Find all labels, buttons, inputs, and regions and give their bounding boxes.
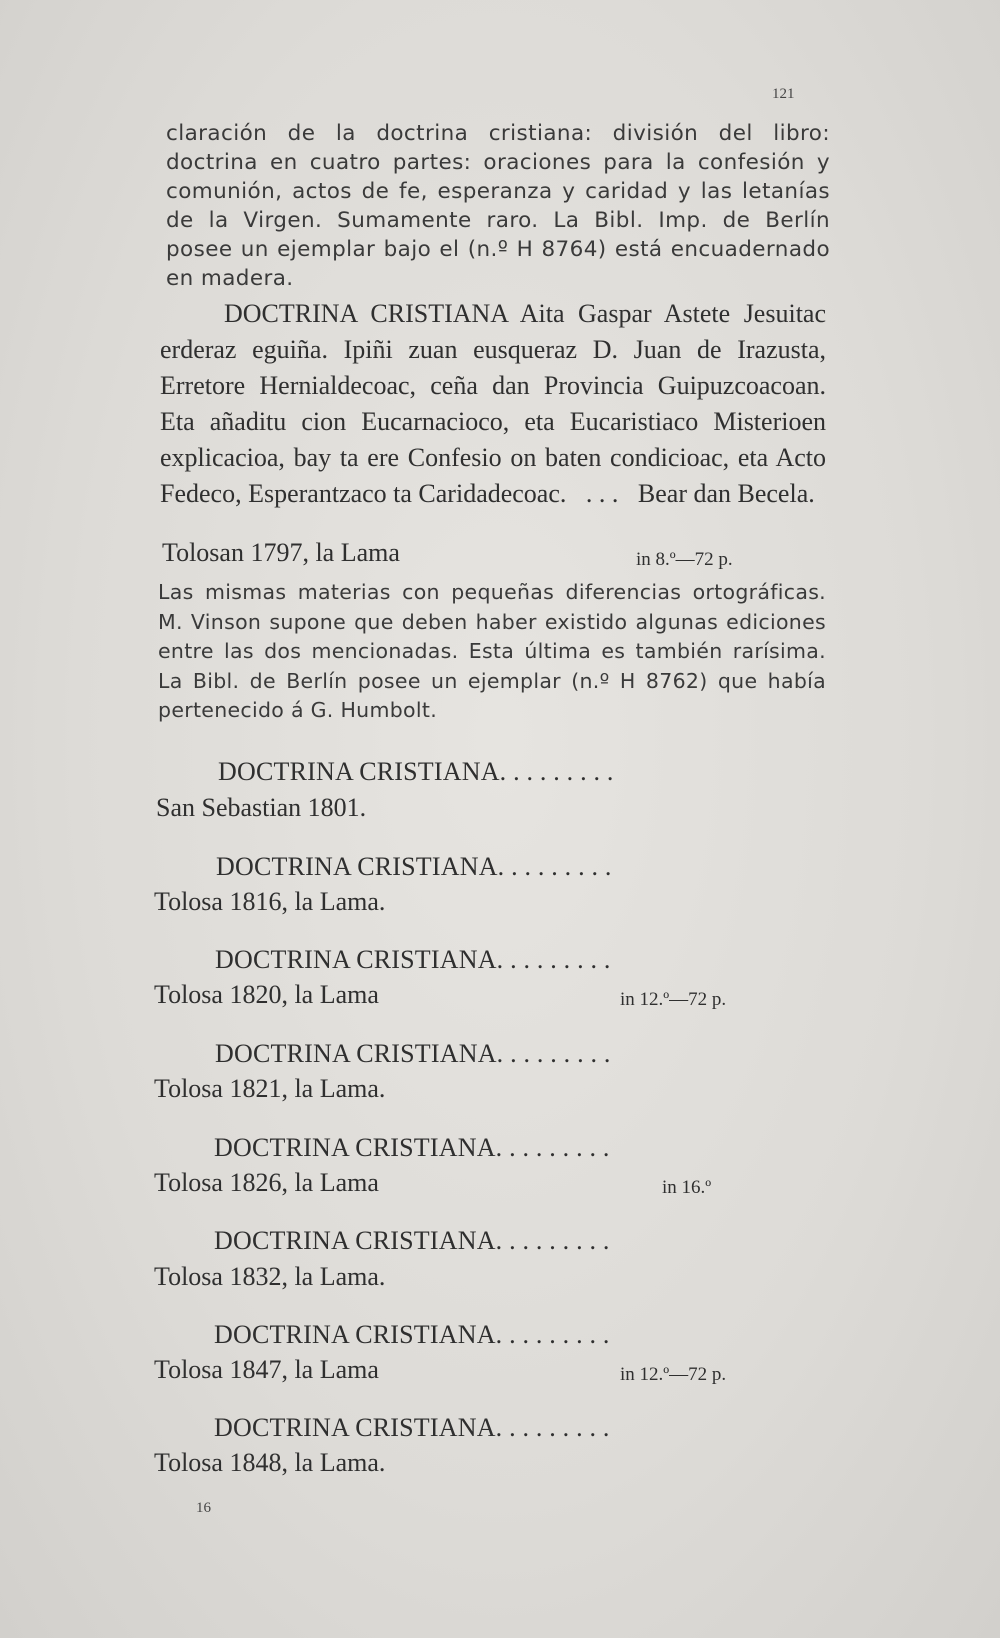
intro-paragraph: claración de la doctrina cristiana: división del libro: doctrina en cuatro partes: oraciones para la confesión y comunión, actos de fe, esperanza y caridad y las letanías de la Virgen. Sumamente raro. La Bibl. Imp. de Berlín posee un ejemplar bajo el (n.º H 8764) está encuadernado en madera. — [166, 121, 830, 291]
entry-title: DOCTRINA CRISTIANA. . . . . . . . . — [214, 1320, 610, 1349]
entry-format: in 16.º — [662, 1177, 712, 1198]
page-number: 121 — [772, 86, 795, 102]
main-entry-note: Las mismas materias con pequeñas diferencias ortográficas. M. Vinson supone que deben haber existido algunas ediciones entre las dos mencionadas. Esta última es también rarísima. La Bibl. de Berlín posee un ejemplar (n.º H 8762) que había pertenecido á G. Humbolt. — [158, 580, 826, 722]
entry-imprint: Tolosa 1847, la Lama — [154, 1355, 379, 1384]
main-entry-continuation: Bear dan Becela. — [637, 479, 815, 508]
main-entry-text: DOCTRINA CRISTIANA Aita Gaspar Astete Jesuitac erderaz eguiña. Ipiñi zuan eusqueraz D. Juan de Irazusta, Erretore Hernialdecoac, ceña dan Provincia Guipuzcoacoan. Eta añaditu cion Eucarnacioco, eta Eucaristiaco Misterioen explicacioa, bay ta ere Confesio on baten condicioac, eta Acto Fedeco, Esperantzaco ta Caridadecoac. — [160, 299, 826, 508]
entry-imprint: Tolosa 1820, la Lama — [154, 980, 379, 1009]
entry-title: DOCTRINA CRISTIANA. . . . . . . . . — [214, 1226, 610, 1255]
entry-imprint: Tolosa 1848, la Lama. — [154, 1448, 386, 1477]
entry-format: in 12.º—72 p. — [620, 1364, 727, 1385]
entry-imprint: Tolosa 1826, la Lama — [154, 1168, 379, 1197]
main-entry-format: in 8.º—72 p. — [636, 549, 733, 570]
entry-title: DOCTRINA CRISTIANA. . . . . . . . . — [216, 852, 612, 881]
main-entry-paragraph — [160, 296, 826, 512]
entry-title: DOCTRINA CRISTIANA. . . . . . . . . — [218, 757, 614, 786]
entry-title: DOCTRINA CRISTIANA. . . . . . . . . — [214, 1413, 610, 1442]
entry-imprint: Tolosa 1816, la Lama. — [154, 887, 386, 916]
main-entry-imprint: Tolosan 1797, la Lama — [162, 538, 400, 567]
entry-title: DOCTRINA CRISTIANA. . . . . . . . . — [215, 945, 611, 974]
entry-imprint: Tolosa 1832, la Lama. — [154, 1262, 386, 1291]
entry-format: in 12.º—72 p. — [620, 989, 727, 1010]
main-entry-ellipsis: . . . — [585, 479, 619, 508]
entry-title: DOCTRINA CRISTIANA. . . . . . . . . — [215, 1039, 611, 1068]
entry-imprint: Tolosa 1821, la Lama. — [154, 1074, 386, 1103]
entry-imprint: San Sebastian 1801. — [156, 793, 367, 822]
entry-title: DOCTRINA CRISTIANA. . . . . . . . . — [214, 1133, 610, 1162]
printer-signature: 16 — [196, 1500, 211, 1516]
